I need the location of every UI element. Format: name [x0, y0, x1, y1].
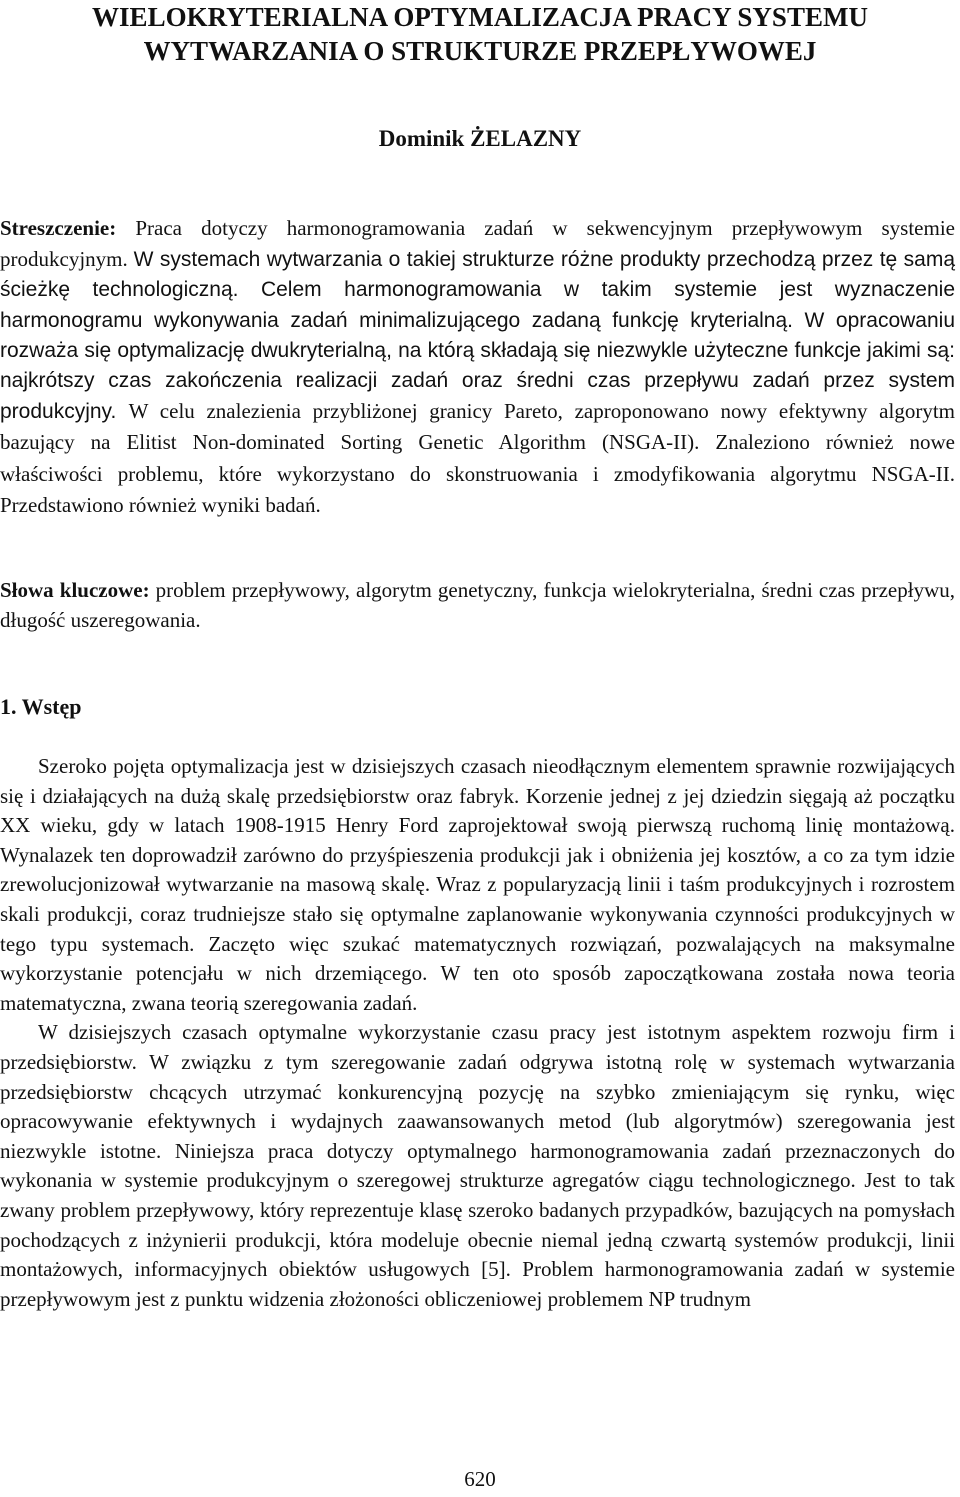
- abstract-text-part1: Praca dotyczy harmonogramowania zadań w sekwencyjnym przepływowym systemie produkcyjnym.: [0, 216, 955, 272]
- abstract-text-part2: W systemach wytwarzania o takiej strukturze różne produkty przechodzą przez tę samą ścieżkę technologiczną. Celem harmonogramowania w takim systemie jest wyznaczenie harmonogramu wykonywania zadań minimalizującego zadaną funkcję kryterialną. W opracowaniu rozważa się optymalizację dwukryterialną, na którą składają się niezwykle użyteczne funkcje jakimi są: najkrótszy czas zakończenia realizacji zadań oraz średni czas przepływu zadań przez system produkcyjny.: [0, 248, 956, 424]
- paper-title: WIELOKRYTERIALNA OPTYMALIZACJA PRACY SYSTEMU WYTWARZANIA O STRUKTURZE PRZEPŁYWOWEJ: [92, 2, 868, 66]
- section-body: [0, 752, 955, 1314]
- abstract: [0, 213, 955, 521]
- section-heading: 1. Wstęp: [0, 694, 82, 719]
- keywords-label: Słowa kluczowe:: [0, 578, 150, 602]
- abstract-label: Streszczenie:: [0, 216, 117, 240]
- page-number: 620: [464, 1467, 496, 1491]
- abstract-text-part3: W celu znalezienia przybliżonej granicy Pareto, zaproponowano nowy efektywny algorytm bazujący na Elitist Non-dominated Sorting Genetic Algorithm (NSGA-II). Znaleziono również nowe właściwości problemu, które wykorzystano do skonstruowania i zmodyfikowania algorytmu NSGA-II. Przedstawiono również wyniki badań.: [0, 399, 955, 517]
- author-name: Dominik ŻELAZNY: [378, 126, 582, 151]
- keywords-text: problem przepływowy, algorytm genetyczny, funkcja wielokryterialna, średni czas przepływu, długość uszeregowania.: [0, 578, 955, 632]
- keywords: [0, 575, 955, 635]
- body-paragraph-1: Szeroko pojęta optymalizacja jest w dzisiejszych czasach nieodłącznym elementem sprawnie rozwijających się i działających na dużą skalę przedsiębiorstw oraz fabryk. Korzenie jednej z jej dziedzin sięgają aż początku XX wieku, gdy w latach 1908-1915 Henry Ford zaprojektował swoją pierwszą ruchomą linię montażową. Wynalazek ten doprowadził zarówno do przyśpieszenia produkcji jak i obniżenia jej kosztów, a co za tym idzie zrewolucjonizował wytwarzanie na masową skalę. Wraz z popularyzacją linii i taśm produkcyjnych i rozrostem skali produkcji, coraz trudniejsze stało się optymalne zaplanowanie wykonywania czynności produkcyjnych w tego typu systemach. Zaczęto więc szukać matematycznych rozwiązań, pozwalających na maksymalne wykorzystanie potencjału w nich drzemiącego. W ten oto sposób zapoczątkowana została nowa teoria matematyczna, zwana teorią szeregowania zadań.: [0, 754, 955, 1015]
- body-paragraph-2: W dzisiejszych czasach optymalne wykorzystanie czasu pracy jest istotnym aspektem rozwoju firm i przedsiębiorstw. W związku z tym szeregowanie zadań odgrywa istotną rolę w systemach wytwarzania przedsiębiorstw chcących utrzymać konkurencyjną pozycję na szybko zmieniającym się rynku, więc opracowywanie efektywnych i wydajnych zaawansowanych metod (lub algorytmów) szeregowania jest niezwykle istotne. Niniejsza praca dotyczy optymalnego harmonogramowania zadań przeznaczonych do wykonania w systemie produkcyjnym o szeregowej strukturze agregatów ciągu technologicznego. Jest to tak zwany problem przepływowy, który reprezentuje klasę szeroko badanych przypadków, bazujących na pomysłach pochodzących z inżynierii produkcji, która modeluje obecnie niemal jedną czwartą systemów produkcji, linii montażowych, informacyjnych obiektów usługowych [5]. Problem harmonogramowania zadań w systemie przepływowym jest z punktu widzenia złożoności obliczeniowej problemem NP trudnym: [0, 1020, 955, 1311]
